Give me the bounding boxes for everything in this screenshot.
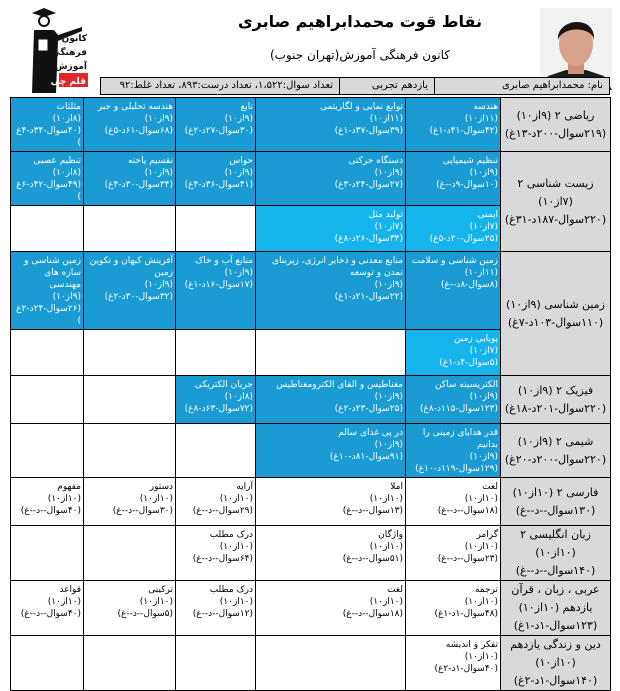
topic-cell <box>406 330 501 376</box>
topic-name: الکتریسیته ساکن <box>435 380 498 390</box>
topic-stats: (۷۲سوال-۶۳د-۸غ) <box>184 404 253 414</box>
topic-cell <box>256 98 406 152</box>
topic-name: زمین شناسی و سلامت <box>411 256 498 266</box>
topic-name: منابع معدنی و ذخایر انرژی، زیربنای تمدن و توسعه <box>272 256 403 278</box>
table-row <box>11 98 611 152</box>
topic-name: گرامر <box>476 530 498 540</box>
topic-rank: (۹از۱۰) <box>469 452 498 462</box>
topic-cell <box>11 152 84 206</box>
topic-stats: (۸سوال-۸د--غ) <box>440 280 498 290</box>
topic-stats: (۱۳سوال--د--غ) <box>342 506 403 516</box>
topic-cell <box>11 636 84 691</box>
subject-name: عربی ، زبان ، قرآن یازدهم (۱۰از۱۰) <box>511 583 600 614</box>
topic-cell <box>11 581 84 636</box>
topic-rank: (۱۰از۱۰) <box>464 542 498 552</box>
topic-name: تابع <box>240 102 253 112</box>
topic-name: واژگان <box>378 530 403 540</box>
topic-name: پویایی زمین <box>453 334 498 344</box>
subject-name: زمین شناسی (۹از۱۰) <box>506 297 605 311</box>
subject-name: ریاضی ۲ (۹از۱۰) <box>516 108 595 122</box>
topic-name: هندسه تحلیلی و جبر <box>97 102 173 112</box>
topic-stats: (۱۲۹سوال-۱۱۹د-۱۰غ) <box>415 464 498 474</box>
topic-name: مثلثات <box>56 102 81 112</box>
topic-stats: (۳۴سوال-۲۶د-۸غ) <box>334 234 403 244</box>
kanoon-logo <box>30 5 90 93</box>
topic-name: تنظیم شیمیایی <box>442 156 498 166</box>
page-subtitle: کانون فرهنگی آموزش(تهران جنوب) <box>269 48 451 62</box>
topic-stats: (۱۸سوال--د--غ) <box>437 506 498 516</box>
topic-rank: (۹از۱۰) <box>52 292 81 302</box>
topic-cell <box>256 478 406 526</box>
topic-name: ایمنی <box>477 210 498 220</box>
topic-rank: (۱۰از۱۰) <box>219 542 253 552</box>
topic-rank: (۷از۱۰) <box>374 222 403 232</box>
table-row <box>11 252 611 330</box>
topic-cell <box>84 478 176 526</box>
topic-stats: (۱۷سوال-۱۶د-۱غ) <box>184 280 253 290</box>
topic-cell <box>84 252 176 330</box>
topic-rank: (۸از۱۰) <box>52 114 81 124</box>
topic-name: منابع آب و خاک <box>195 256 253 266</box>
topic-cell <box>406 636 501 691</box>
topic-rank: (۹از۱۰) <box>224 268 253 278</box>
topic-rank: (۹از۱۰) <box>224 168 253 178</box>
subject-name: شیمی ۲ (۹از۱۰) <box>517 434 594 448</box>
topic-name: آرایه <box>236 482 253 492</box>
svg-text:فرهنگی: فرهنگی <box>51 48 87 58</box>
topic-rank: (۱۰از۱۰) <box>369 597 403 607</box>
topic-name: توابع نمایی و لگاریتمی <box>319 102 403 112</box>
topic-name: قدر هدایای زمینی را بدانیم <box>422 428 498 450</box>
topic-name: ترکیبی <box>148 585 173 595</box>
subject-cell <box>501 581 611 636</box>
topic-rank: (۹از۱۰) <box>374 280 403 290</box>
topic-stats: (۵سوال--د--غ) <box>117 609 173 619</box>
topic-rank: (۹از۱۰) <box>224 114 253 124</box>
subject-cell <box>501 636 611 691</box>
topic-stats: (۱۲۳سوال-۱۱۵د-۸غ) <box>419 404 498 414</box>
table-row <box>11 424 611 478</box>
subject-cell <box>501 478 611 526</box>
subject-stats: (۲۲۰سوال-۱۸۷د-۳۱غ) <box>504 212 607 226</box>
table-row <box>11 581 611 636</box>
topic-rank: (۷از۱۰) <box>469 346 498 356</box>
summary-stats: تعداد سوال:۱،۵۲۲، تعداد درست:۸۹۳، تعداد غلط:۹۲ <box>119 80 333 91</box>
topic-stats: (۴۹سوال-۴۲د-۶غ) <box>16 180 81 202</box>
topic-rank: (۷از۱۰) <box>469 222 498 232</box>
topic-cell <box>256 376 406 424</box>
topic-name: هندسه <box>473 102 498 112</box>
topic-stats: (۳۰سوال-۲۷د-۲غ) <box>184 126 253 136</box>
topic-stats: (۵۱سوال--د--غ) <box>342 554 403 564</box>
topic-cell <box>256 252 406 330</box>
topic-stats: (۴۰سوال--د--غ) <box>20 506 81 516</box>
topic-rank: (۹از۱۰) <box>374 392 403 402</box>
topic-name: مغناطیس و القای الکترومغناطیس <box>276 380 403 390</box>
subject-cell <box>501 376 611 424</box>
topic-cell <box>406 98 501 152</box>
topic-rank: (۹از۱۰) <box>374 168 403 178</box>
subject-stats: (۱۴۰سوال-۱د-۲غ) <box>513 674 598 687</box>
topic-rank: (۹از۱۰) <box>374 440 403 450</box>
topic-cell <box>176 152 256 206</box>
topic-cell <box>176 636 256 691</box>
topic-name: لغت <box>482 482 498 492</box>
topic-cell <box>256 424 406 478</box>
topic-cell <box>176 376 256 424</box>
topic-stats: (۹۱سوال-۸۱د-۱۰غ) <box>329 452 403 462</box>
table-row <box>11 636 611 691</box>
table-row <box>11 478 611 526</box>
topic-cell <box>406 376 501 424</box>
topic-stats: (۴۸سوال-۱د-۱غ) <box>434 609 498 619</box>
topic-name: دستگاه حرکتی <box>348 156 403 166</box>
subject-stats: (۱۴۰سوال--د--غ) <box>515 564 596 577</box>
topic-cell <box>84 376 176 424</box>
topic-cell <box>256 581 406 636</box>
topic-cell <box>406 152 501 206</box>
topic-stats: (۲۵سوال-۲۰د-۵غ) <box>429 234 498 244</box>
topic-cell <box>11 252 84 330</box>
student-name: نام: محمدابراهیم صابری <box>434 78 609 94</box>
svg-text:قلم چی: قلم چی <box>50 77 86 87</box>
topic-rank: (۹از۱۰) <box>144 280 173 290</box>
topic-rank: (۹از۱۰) <box>144 114 173 124</box>
topic-cell <box>256 526 406 581</box>
table-row <box>11 526 611 581</box>
topic-cell <box>84 330 176 376</box>
subject-stats: (۱۱۰سوال-۱۰۳د-۷غ) <box>507 315 604 329</box>
topic-stats: (۳۹سوال-۳۷د-۱غ) <box>334 126 403 136</box>
topic-cell <box>406 252 501 330</box>
topic-cell <box>176 98 256 152</box>
subject-stats: (۲۲۰سوال-۲۰۰د-۲۰غ) <box>504 452 607 466</box>
topic-cell <box>176 478 256 526</box>
topic-name: درک مطلب <box>209 530 253 540</box>
topic-name: درک مطلب <box>209 585 253 595</box>
subject-name: فیزیک ۲ (۹از۱۰) <box>517 383 594 397</box>
topic-name: تولید مثل <box>368 210 403 220</box>
topic-rank: (۱۰از۱۰) <box>369 542 403 552</box>
topic-cell <box>406 478 501 526</box>
topic-name: جریان الکتریکی <box>194 380 253 390</box>
topic-rank: (۹از۱۰) <box>469 392 498 402</box>
subject-stats: (۲۱۹سوال-۲۰۰د-۱۳غ) <box>504 126 607 140</box>
topic-stats: (۱۲سوال--د--غ) <box>192 609 253 619</box>
topic-name: مفهوم <box>57 482 81 492</box>
topic-name: دستور <box>149 482 173 492</box>
topic-rank: (۹از۱۰) <box>144 168 173 178</box>
topic-name: قواعد <box>59 585 81 595</box>
topic-rank: (۱۰از۱۰) <box>464 494 498 504</box>
topic-stats: (۴۲سوال-۴۱د-۱غ) <box>429 126 498 136</box>
topic-rank: (۱۰از۱۰) <box>139 494 173 504</box>
topic-cell <box>84 581 176 636</box>
topic-stats: (۳۴سوال-۳۰د-۴غ) <box>104 180 173 190</box>
topic-rank: (۱۰از۱۰) <box>219 494 253 504</box>
student-grade: یازدهم تجربی <box>339 78 434 94</box>
topic-cell <box>11 424 84 478</box>
subject-cell <box>501 98 611 152</box>
topic-cell <box>176 252 256 330</box>
topic-name: زمین شناسی و سازه های مهندسی <box>24 256 81 290</box>
topic-stats: (۲۷سوال-۲۴د-۳غ) <box>334 180 403 190</box>
topic-rank: (۱۱از۱۰) <box>369 114 403 124</box>
topic-name: تقسیم یاخته <box>127 156 173 166</box>
subject-cell <box>501 526 611 581</box>
topic-stats: (۱۸سوال--د--غ) <box>342 609 403 619</box>
topic-cell <box>11 526 84 581</box>
topic-cell <box>256 206 406 252</box>
topic-name: تفکر و اندیشه <box>445 640 498 650</box>
topic-cell <box>406 206 501 252</box>
svg-text:آموزش: آموزش <box>55 62 87 72</box>
subject-cell <box>501 252 611 376</box>
topic-name: تنظیم عصبی <box>33 156 81 166</box>
topic-cell <box>406 424 501 478</box>
topic-rank: (۹از۱۰) <box>469 168 498 178</box>
topic-cell <box>84 98 176 152</box>
topic-name: املا <box>390 482 403 492</box>
topic-cell <box>176 330 256 376</box>
topic-cell <box>84 152 176 206</box>
topic-stats: (۴۰سوال-۱د-۲غ) <box>434 664 498 674</box>
topic-stats: (۲۶سوال-۲۴د-۲غ) <box>16 304 81 326</box>
topic-cell <box>11 98 84 152</box>
topic-stats: (۴۰سوال--د--غ) <box>20 609 81 619</box>
topic-stats: (۶۴سوال--د--غ) <box>192 554 253 564</box>
topic-stats: (۴۰سوال-۳۴د-۴غ) <box>16 126 81 148</box>
subject-stats: (۱۳۰سوال--د--غ) <box>515 503 596 517</box>
topic-cell <box>11 376 84 424</box>
table-row <box>11 152 611 206</box>
svg-text:کانون: کانون <box>61 34 87 44</box>
topic-cell <box>11 330 84 376</box>
topic-rank: (۸از۱۰) <box>52 168 81 178</box>
topic-cell <box>176 424 256 478</box>
topic-cell <box>11 478 84 526</box>
topic-name: ترجمه <box>474 585 498 595</box>
topic-stats: (۴۱سوال-۳۶د-۴غ) <box>184 180 253 190</box>
topic-stats: (۳۲سوال-۳۰د-۲غ) <box>104 292 173 302</box>
topic-cell <box>84 206 176 252</box>
topic-stats: (۲۹سوال--د--غ) <box>192 506 253 516</box>
topic-rank: (۱۱از۱۰) <box>464 268 498 278</box>
topic-cell <box>406 581 501 636</box>
topic-rank: (۱۰از۱۰) <box>139 597 173 607</box>
topic-name: لغت <box>387 585 403 595</box>
subject-stats: (۱۲۳سوال-۱د-۱غ) <box>513 619 598 632</box>
subject-name: زبان انگلیسی ۲ (۱۰از۱۰) <box>520 528 591 559</box>
topic-cell <box>176 526 256 581</box>
topic-cell <box>11 206 84 252</box>
topic-cell <box>256 152 406 206</box>
topic-cell <box>256 330 406 376</box>
topic-rank: (۱۱از۱۰) <box>464 114 498 124</box>
subject-name: فارسی ۲ (۱۰از۱۰) <box>512 485 599 499</box>
topic-name: در پی غذای سالم <box>338 428 403 438</box>
topic-name: آفرینش کیهان و تکوین زمین <box>89 256 173 278</box>
topic-stats: (۶۸سوال-۶۱د-۵غ) <box>104 126 173 136</box>
subject-cell <box>501 152 611 252</box>
subject-name: دین و زندگی یازدهم (۱۰از۱۰) <box>510 638 601 669</box>
topic-cell <box>84 526 176 581</box>
topic-cell <box>256 636 406 691</box>
topic-rank: (۸از۱۰) <box>224 392 253 402</box>
topic-rank: (۱۰از۱۰) <box>464 597 498 607</box>
topic-cell <box>176 581 256 636</box>
topic-rank: (۱۰از۱۰) <box>464 652 498 662</box>
topic-rank: (۱۰از۱۰) <box>369 494 403 504</box>
page-title: نقاط قوت محمدابراهیم صابری <box>237 12 483 31</box>
topic-cell <box>84 424 176 478</box>
topic-stats: (۱۰سوال-۹د--غ) <box>436 180 498 190</box>
topic-rank: (۱۰از۱۰) <box>47 597 81 607</box>
strengths-table <box>10 97 611 691</box>
topic-stats: (۲۲سوال-۲۱د-۱غ) <box>334 292 403 302</box>
subject-stats: (۲۲۰سوال-۲۰۱د-۱۸غ) <box>504 401 607 415</box>
topic-rank: (۱۰از۱۰) <box>47 494 81 504</box>
topic-rank: (۱۰از۱۰) <box>219 597 253 607</box>
topic-stats: (۲۳سوال--د--غ) <box>437 554 498 564</box>
topic-cell <box>406 526 501 581</box>
topic-cell <box>84 636 176 691</box>
topic-stats: (۵سوال-۴د-۱غ) <box>439 358 498 368</box>
table-row <box>11 376 611 424</box>
subject-name: زیست شناسی ۲ (۷از۱۰) <box>517 176 594 208</box>
student-info-bar <box>100 77 610 95</box>
subject-cell <box>501 424 611 478</box>
topic-stats: (۳۰سوال--د--غ) <box>112 506 173 516</box>
topic-cell <box>176 206 256 252</box>
topic-name: حواس <box>229 156 253 166</box>
topic-stats: (۲۵سوال-۲۳د-۲غ) <box>334 404 403 414</box>
